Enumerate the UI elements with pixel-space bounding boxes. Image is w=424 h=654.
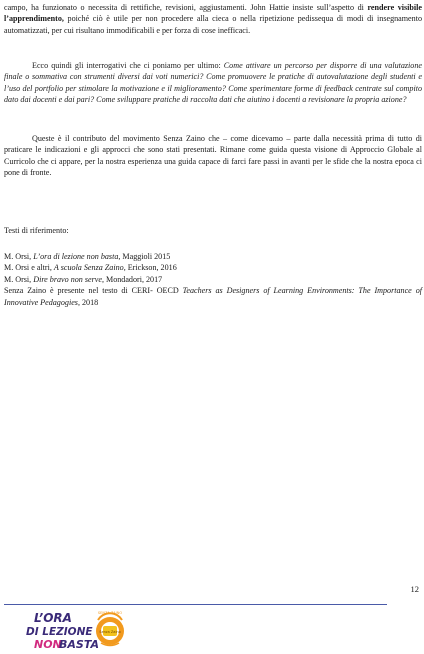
paragraph-1-text-b: poiché ciò è utile per non procedere alla cieca o nella ripetizione pedissequa di modi di insegnamento automatizzati, per cui risultano immodificabili e per forza di cose inefficaci. — [4, 14, 422, 35]
page-number: 12 — [410, 584, 419, 594]
footer-rule — [4, 604, 387, 605]
reference-4: Senza Zaino è presente nel testo di CERI- OECD Teachers as Designers of Learning Environments: The Importance of Innovative Pedagogies, 2018 — [4, 286, 422, 307]
logo-sz-center: Senza Zaino — [99, 630, 121, 634]
logo-ora-line2: DI LEZIONE — [26, 626, 93, 638]
reference-1: M. Orsi, L’ora di lezione non basta, Maggioli 2015 — [4, 252, 171, 261]
logo-ora-line3a: NON — [34, 638, 62, 651]
logo-ora-line3b: BASTA — [59, 638, 99, 651]
logo-sz-top: SENZA ZAINO — [97, 611, 123, 615]
logo-ora-line1: L’ORA — [34, 611, 72, 625]
paragraph-1-text-a: campo, ha funzionato o necessita di rettifiche, revisioni, aggiustamenti. John Hattie insiste sull’aspetto di — [4, 3, 368, 12]
senza-zaino-logo — [93, 608, 127, 650]
paragraph-2 — [4, 60, 422, 106]
reference-3: M. Orsi, Dire bravo non serve, Mondadori, 2017 — [4, 274, 163, 284]
ora-di-lezione-logo — [24, 608, 99, 652]
paragraph-1 — [4, 2, 422, 36]
paragraph-2-intro: Ecco quindi gli interrogativi che ci poniamo per ultimo: — [32, 61, 224, 70]
references-title: Testi di riferimento: — [4, 226, 69, 235]
reference-2: M. Orsi e altri, A scuola Senza Zaino, Erickson, 2016 — [4, 263, 177, 273]
paragraph-3 — [4, 133, 422, 179]
paragraph-2-questions: Come attivare un percorso per disporre di una valutazione finale o sommativa con strumenti diversi dai voti numerici? Come promuovere le pratiche di autovalutazione degli studenti e l’uso del portfolio per stimolare la motivazione e il miglioramento? Come sperimentare forme di feedback centrate sul compito dato dai docenti e dai pari? Come sviluppare pratiche di raccolta dati che aiutino i docenti a revisionare la propria azione? — [4, 61, 422, 105]
paragraph-3-text: Queste è il contributo del movimento Senza Zaino che – come dicevamo – parte dalla necessità prima di tutto di praticare le indicazioni e gli approcci che sono stati presentati. Rimane come guida questa visione di Approccio Globale al Curricolo che ci appare, per la nostra esperienza una guida capace di farci fare passi in avanti per le sfide che la nostra epoca ci pone di fronte. — [4, 134, 422, 178]
references-list — [4, 251, 422, 308]
paragraph-1-bold: rendere visibile l’apprendimento, — [4, 3, 422, 24]
